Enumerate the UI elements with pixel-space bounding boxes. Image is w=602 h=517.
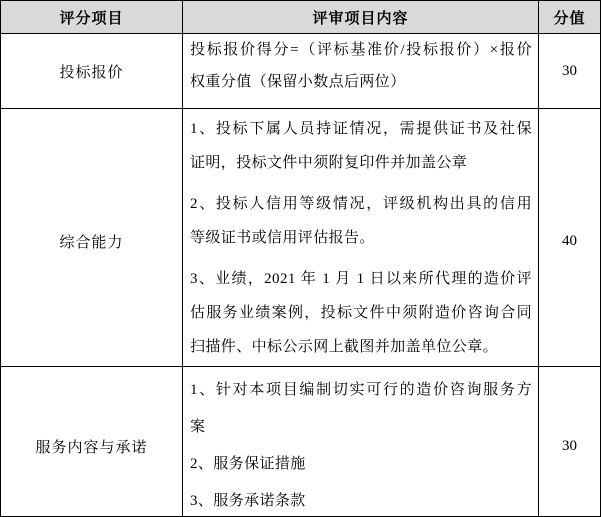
- row-item-label: 投标报价: [59, 64, 124, 81]
- row-score-value: 40: [562, 233, 577, 249]
- criteria-paragraph: [190, 34, 532, 98]
- row-score-cell: [539, 367, 601, 517]
- criteria-line: 3、服务承诺条款: [190, 493, 306, 509]
- criteria-line: 权重分值（保留小数点后两位）: [190, 74, 406, 90]
- row-content-cell: [183, 367, 539, 517]
- criteria-paragraph: [190, 446, 532, 483]
- criteria-line: 1、针对本项目编制切实可行的造价咨询服务方: [190, 382, 532, 398]
- header-score-label: 分值: [553, 9, 586, 27]
- criteria-line: 投标报价得分=（评标基准价/投标报价）×报价: [190, 42, 532, 58]
- criteria-paragraph: [190, 372, 532, 446]
- row-item-cell: [1, 367, 183, 517]
- criteria-paragraph: [190, 112, 532, 180]
- criteria-line: 案: [190, 419, 206, 435]
- row-item-cell: [1, 34, 183, 109]
- header-score-cell: [539, 1, 601, 34]
- criteria-line: 估服务业绩案例，投标文件中须附造价咨询合同: [190, 305, 532, 321]
- row-score-cell: [539, 34, 601, 109]
- criteria-line: 1、投标下属人员持证情况，需提供证书及社保: [190, 121, 532, 137]
- row-score-cell: [539, 109, 601, 367]
- row-item-label: 服务内容与承诺: [35, 440, 148, 456]
- header-content-label: 评审项目内容: [312, 9, 409, 27]
- row-content-cell: [183, 109, 539, 367]
- row-content-cell: [183, 34, 539, 109]
- row-score-value: 30: [562, 438, 577, 454]
- criteria-paragraph: [190, 262, 532, 364]
- criteria-paragraph: [190, 187, 532, 255]
- header-content-cell: [183, 1, 539, 34]
- criteria-line: 扫描件、中标公示网上截图并加盖单位公章。: [190, 339, 499, 355]
- header-item-label: 评分项目: [59, 9, 124, 27]
- row-item-label: 综合能力: [59, 235, 124, 251]
- criteria-line: 2、服务保证措施: [190, 456, 306, 472]
- header-item-cell: [1, 1, 183, 34]
- row-score-value: 30: [562, 62, 577, 79]
- criteria-line: 3、业绩，2021 年 1 月 1 日以来所代理的造价评: [190, 271, 532, 287]
- criteria-line: 证明，投标文件中须附复印件并加盖公章: [190, 155, 468, 171]
- row-item-cell: [1, 109, 183, 367]
- criteria-line: 2、投标人信用等级情况，评级机构出具的信用: [190, 196, 532, 212]
- criteria-line: 等级证书或信用评估报告。: [190, 230, 375, 246]
- criteria-paragraph: [190, 483, 532, 517]
